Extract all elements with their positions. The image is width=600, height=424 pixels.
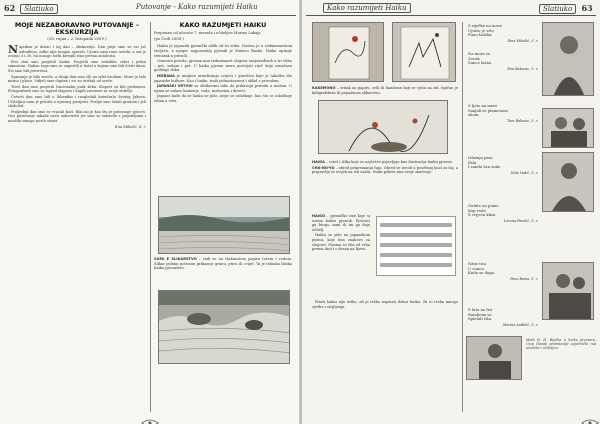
student-image-4 — [543, 263, 594, 320]
poem-4-author: Nela Vadić, 5. r. — [510, 170, 538, 175]
keyword-cha-no-yu: CHA-NO-YU — [312, 165, 335, 170]
right-paragraph-4: – pjesničko ime koje si uzima haiku pjesnik. Pjesnici ga biraju sami ili im ga daje učitelj. — [312, 214, 370, 232]
student-photo-3 — [542, 152, 594, 212]
haiku-paragraph-3: je umijeće aranžiranja cvijeća i grančica koje je također dio japanske kulture. Kao i haiku, traži jednostavnost i sklad s prirodom. — [154, 73, 292, 83]
haiku-paragraph-5: Japanci kažu da se haiku ne piše, nego se osluškuje, kao što se osluškuje tišina u vrtu. — [154, 94, 292, 103]
article-trip — [8, 22, 146, 129]
haiku-intro: Prepisano od učenice 7. razreda i učiteljice Marine Lukaja — [154, 31, 261, 36]
kakemono-image — [313, 23, 384, 82]
poem-1-line-2: Ujutro je vrlo — [468, 27, 494, 33]
right-header-title: Kako razumijeti Haiku — [323, 3, 411, 13]
right-paragraph-2: – crtež i slika koje se najčešće pojavljuju kao ilustracija haiku pjesme. — [326, 160, 454, 164]
poem-3-line-2: Sanjali se plamenom — [468, 107, 508, 113]
trip-paragraph-2: Prvi dan smo posjetili Zadar. Posjetili smo nekoliko crkvi i jedan samostan. Nakon toga smo se smjestili u hotel u kojem smo bili četiri dana. Svi smo bili presretni. — [8, 59, 146, 73]
haiku-paragraph-1: Haiku je japanski pjesnički oblik od tri stiha. Nastao je u sedamnaestom stoljeću, a njegov najpoznatiji pjesnik je Matsuo Bashō. Haiku opisuje trenutak u prirodi. — [154, 44, 292, 58]
right-page-number: 63 — [581, 3, 593, 13]
haiga-image — [393, 23, 456, 82]
right-col-2 — [312, 160, 458, 176]
right-column-divider — [462, 22, 463, 412]
left-header-section: Slatiuko — [20, 4, 57, 14]
left-footer-ornament — [140, 412, 160, 420]
poem-7-line-2: Randjena se — [468, 311, 492, 317]
poem-2 — [468, 52, 538, 71]
poem-5-line-1: Gubite na pamo — [468, 203, 499, 208]
left-page-number: 62 — [4, 3, 16, 13]
poem-4-line-1: Izlaznja prsa — [468, 155, 493, 160]
poem-7-author: Marina Anđelić, 5. r. — [502, 322, 538, 327]
right-paragraph-5: Haiku se piše na japanskom pismu, koje ima znakove za slogove. Pjesma se čita od vrha prema dnu i s desna na lijevo. — [312, 233, 370, 252]
trip-paragraph-4: Treći dan smo posjetili Nacionalni park Krka. Slapovi su bili prekrasni. Fotografirali smo se ispred slapova i kupili suvenire za svoje obitelji. — [8, 84, 146, 94]
column-divider — [150, 22, 151, 412]
keyword-sumi-e: SUMI E SLIKARSTVO — [154, 257, 197, 261]
trip-signature: Ena Mikolić, 8. r. — [114, 124, 146, 129]
zen-garden-photo — [158, 196, 290, 254]
poem-7-line-3: Spletali tiša. — [468, 316, 493, 322]
poem-3-line-3: okom. — [468, 112, 480, 118]
keyword-ikebana: IKEBANA — [157, 73, 175, 78]
right-header-section: Slatiuko — [539, 4, 576, 14]
poem-5-line-2: Kap vode — [468, 207, 486, 213]
left-header-center: Putovanje - Kako razumijeti Haiku — [136, 3, 258, 11]
keyword-gardens: JAPANSKI VRTOVI — [157, 84, 193, 89]
student-photo-1 — [542, 22, 594, 96]
article-trip-subtitle: (28. rujna – 2. listopada 2009.) — [47, 36, 107, 42]
right-col-1 — [312, 86, 458, 96]
right-col-3 — [312, 214, 370, 253]
music-staff-5 — [380, 263, 452, 268]
haiku-paragraph-6: – radi se na vlaknastom papiru tušem i vodom. Slikar jednim potezom prikazuje granu, pticu ili cvijet. Ta je tehnika bliska haiku pjesništvu. — [154, 257, 292, 271]
music-staff-3 — [380, 243, 452, 248]
poem-3-author: Tom Balonac, 5. r. — [507, 118, 538, 123]
dropcap: N — [8, 43, 19, 56]
left-header-rule — [4, 15, 296, 16]
right-header-rule — [306, 15, 596, 16]
poem-2-line-3: Sunce lazno. — [468, 60, 493, 66]
poem-6-line-2: U suncu — [468, 265, 484, 271]
poem-7 — [468, 308, 538, 327]
ikebana-image — [319, 101, 448, 154]
poem-2-line-2: Zovak — [468, 55, 480, 61]
keyword-kakemono: KAKEMONO — [312, 86, 336, 90]
right-paragraph-3: – obred pripremanja čaja. Obred se izvodi u posebnoj kući za čaj, a pripravlja se uvijek na isti način. Svaki pokret ima svoje značenje. — [312, 165, 458, 175]
poem-6-line-3: Kuda se daga. — [468, 270, 496, 276]
sheet-music — [376, 216, 456, 276]
poem-5-author: Lorena Pavelić, 5. r. — [503, 218, 538, 223]
keyword-haigo: HAIGO — [312, 214, 326, 218]
keyword-haiga: HAIGA — [312, 160, 325, 164]
trip-paragraph-3: Spavanje je bilo veselo, a drugi dan smo išli na izlet brodom. More je bilo mirno i plavo. Vidjeli smo dupine i svi su vrištali od sreće. — [8, 74, 146, 84]
trip-paragraph-6: Posljednji dan smo se vraćali kući. Bilo mi je žao što je putovanje gotovo. Ovo putovanje nikada neću zaboraviti jer sam se zabavila s prijateljima i naučila mnogo novih stvari. — [8, 109, 146, 123]
poem-1-author: Ema Mikolić, 5. r. — [507, 38, 538, 43]
right-col-4 — [312, 300, 458, 310]
poem-5-line-3: S cvijeća klizu. — [468, 212, 497, 218]
student-image-3 — [543, 153, 594, 212]
photo-caption: Malá H. H. Bijelka u haiku prostoru. Ovaj članak predstavlja zajednički rad učenika i učiteljice. — [526, 338, 596, 351]
music-staff-1 — [380, 223, 452, 228]
right-paragraph-1: – svitak na papiru, svili ili bambusu koji se vješa na zid, tipičan je kaligrafskom ili pejzažnom slikarstvu. — [312, 86, 458, 95]
right-footer-ornament — [580, 412, 600, 420]
poem-3-line-1: S ljeto na more — [468, 103, 498, 108]
student-photo-4 — [542, 262, 594, 320]
music-staff-2 — [380, 233, 452, 238]
poem-1 — [468, 24, 538, 43]
sumi-e-text — [154, 257, 292, 272]
poem-6 — [468, 262, 538, 281]
poem-6-line-1: Sitne tica — [468, 261, 487, 266]
trip-paragraph-1: apokon je došao i taj dan – ekskurzija. Dan prije smo se svi još uzbuđeno, nitko nije mogao spavati. Ujutro sam rano ustala, a sat je zvonio 5 i 30. Sa mnogo torbi krenuli smo prema autobusu. — [8, 45, 146, 59]
poem-2-author: Ena Bakarac, 5. r. — [507, 66, 538, 71]
student-image-5 — [467, 337, 522, 380]
zen-garden-image — [159, 197, 290, 254]
poem-4-line-2: Pala — [468, 159, 477, 165]
poem-3 — [468, 104, 538, 123]
right-page — [302, 0, 600, 424]
trip-paragraph-5: Četvrti dan smo bili u Šibeniku i razgledali katedralu Svetog Jakova. Učiteljica nam je pričala o njezinoj povijesti. Poslije smo šetali gradom i jeli sladoled. — [8, 94, 146, 109]
poem-4 — [468, 156, 538, 175]
poem-2-line-1: Na more se — [468, 51, 491, 56]
student-photo-2 — [542, 108, 594, 148]
haiku-subtitle: (po Čeđi 2008.) — [154, 35, 184, 41]
article-haiku — [154, 22, 292, 105]
right-paragraph-6: Pisati haiku nije teško, ali je teško napisati dobar haiku. Za to treba mnogo vježbe i strpljenja. — [312, 300, 458, 309]
poem-6-author: Pavo Bama, 5. r. — [510, 276, 538, 281]
poem-7-line-1: S luta na list — [468, 307, 493, 312]
haiga-photo — [392, 22, 456, 82]
poem-1-line-3: Puno baloka — [468, 32, 492, 38]
music-staff-4 — [380, 253, 452, 258]
ikebana-photo — [318, 100, 448, 154]
student-photo-5 — [466, 336, 522, 380]
article-haiku-title: KAKO RAZUMJETI HAIKU — [179, 21, 267, 29]
haiku-paragraph-4: su oblikovani tako da prikazuju prirodu u malom. U njima se nalaze kamenje, voda, mahovina i drveće. — [154, 84, 292, 93]
haiku-paragraph-2: Osnovna pravila: pjesma ima sedamnaest slogova raspoređenih u tri stiha – pet, sedam i pet. U haiku pjesmi mora postojati riječ koja označava godišnje doba. — [154, 59, 292, 73]
student-image-2 — [543, 109, 594, 148]
poem-1-line-1: S riječke na more — [468, 23, 503, 28]
poem-4-line-3: I zanda lica sudo — [468, 164, 501, 170]
rock-garden-photo — [158, 290, 290, 364]
student-image-1 — [543, 23, 594, 96]
kakemono-photo — [312, 22, 384, 82]
article-trip-title: MOJE NEZABORAVNO PUTOVANJE – EKSKURZIJA — [14, 21, 140, 37]
rock-garden-image — [159, 291, 290, 364]
poem-5 — [468, 204, 538, 223]
